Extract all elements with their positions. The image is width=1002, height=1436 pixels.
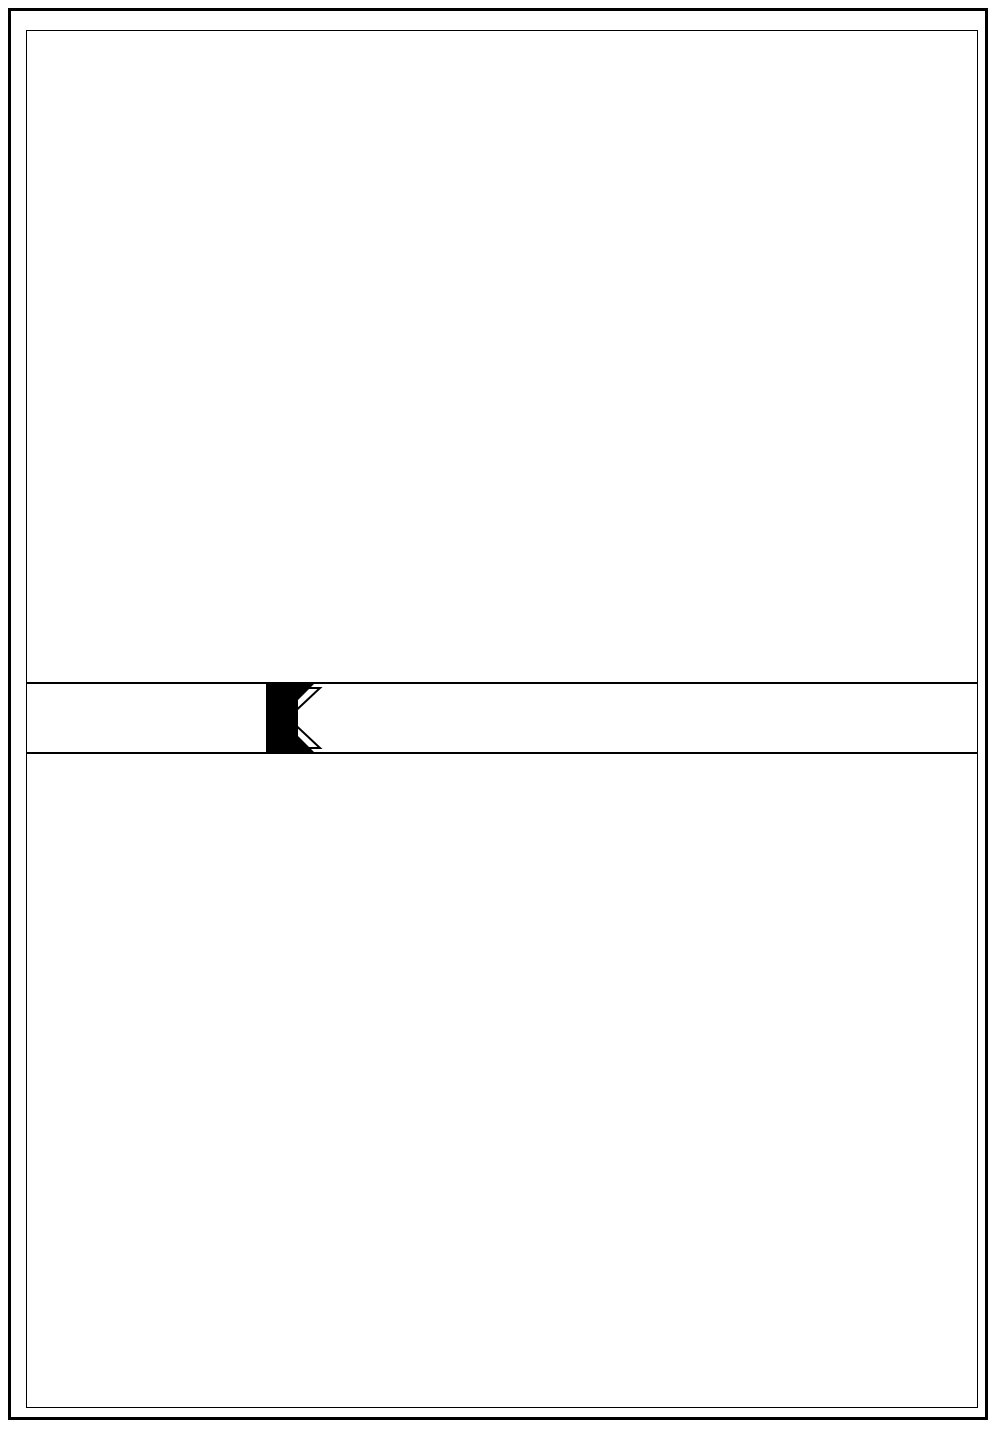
title-band — [26, 682, 978, 754]
chevron-marker-icon — [266, 684, 326, 752]
